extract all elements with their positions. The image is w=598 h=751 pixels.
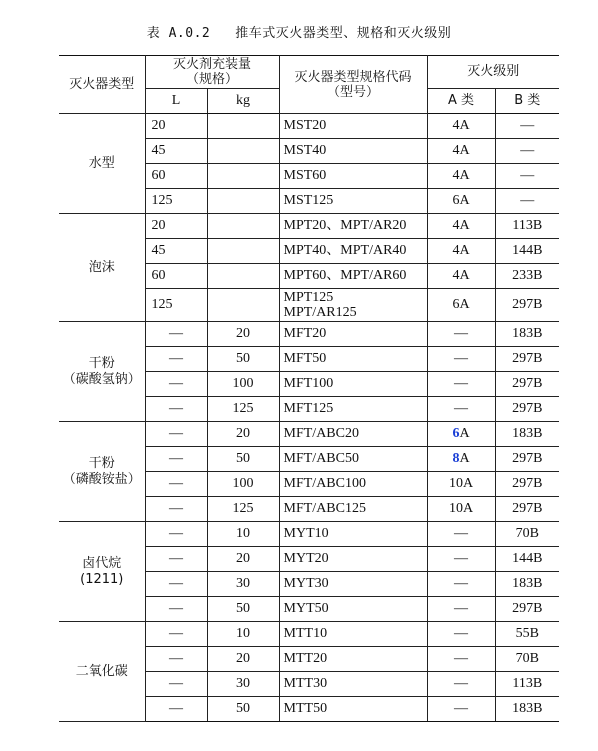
rating-a-cell: —: [427, 347, 495, 372]
rating-a-highlight: 8: [452, 451, 460, 466]
capacity-l-cell: 125: [145, 189, 207, 214]
capacity-kg-cell: 20: [207, 647, 279, 672]
extinguisher-type-cell: [59, 622, 145, 722]
rating-a-cell: 4A: [427, 114, 495, 139]
rating-b-cell: 70B: [495, 647, 559, 672]
extinguisher-type-cell: [59, 322, 145, 422]
rating-a-cell: —: [427, 572, 495, 597]
capacity-kg-cell: 30: [207, 672, 279, 697]
rating-b-cell: 297B: [495, 347, 559, 372]
header-type: 灭火器类型: [59, 56, 145, 114]
extinguisher-type-subname: (1211): [80, 571, 124, 587]
model-code-line1: MPT125: [283, 290, 334, 305]
header-class-b: B 类: [495, 89, 559, 114]
rating-a-cell: [427, 422, 495, 447]
rating-a-cell: 10A: [427, 472, 495, 497]
model-code-cell: MST125: [279, 189, 427, 214]
capacity-kg-cell: [207, 189, 279, 214]
model-code-cell: MPT20、MPT/AR20: [279, 214, 427, 239]
table-row: [59, 522, 559, 547]
rating-a-cell: —: [427, 697, 495, 722]
rating-b-cell: 297B: [495, 472, 559, 497]
capacity-l-cell: —: [145, 522, 207, 547]
extinguisher-type-subname: （碳酸氢钠）: [62, 371, 141, 387]
rating-b-cell: 144B: [495, 547, 559, 572]
rating-b-cell: 183B: [495, 697, 559, 722]
capacity-kg-cell: 50: [207, 697, 279, 722]
rating-a-cell: 4A: [427, 239, 495, 264]
capacity-l-cell: —: [145, 572, 207, 597]
capacity-l-cell: —: [145, 597, 207, 622]
model-code-cell: MFT/ABC20: [279, 422, 427, 447]
rating-b-cell: 297B: [495, 397, 559, 422]
capacity-l-cell: —: [145, 422, 207, 447]
extinguisher-type-subname: （磷酸铵盐）: [62, 471, 141, 487]
rating-b-cell: 297B: [495, 372, 559, 397]
header-code-line2: （型号）: [327, 84, 380, 100]
capacity-l-cell: —: [145, 472, 207, 497]
rating-a-suffix: A: [459, 426, 470, 441]
rating-a-suffix: A: [459, 451, 470, 466]
model-code-cell: MST40: [279, 139, 427, 164]
header-capacity-line2: （规格）: [186, 72, 239, 87]
table-caption: 表 A.0.2 推车式灭火器类型、规格和灭火级别: [146, 26, 452, 41]
model-code-cell: MYT20: [279, 547, 427, 572]
capacity-kg-cell: 20: [207, 322, 279, 347]
rating-a-cell: —: [427, 372, 495, 397]
extinguisher-type-name: 二氧化碳: [75, 663, 128, 679]
capacity-l-cell: 60: [145, 164, 207, 189]
capacity-kg-cell: [207, 214, 279, 239]
capacity-kg-cell: 125: [207, 397, 279, 422]
capacity-l-cell: —: [145, 372, 207, 397]
capacity-l-cell: 60: [145, 264, 207, 289]
capacity-l-cell: —: [145, 347, 207, 372]
rating-b-cell: 144B: [495, 239, 559, 264]
rating-b-cell: —: [495, 189, 559, 214]
model-code-cell: MPT60、MPT/AR60: [279, 264, 427, 289]
rating-b-cell: 183B: [495, 322, 559, 347]
model-code-cell: MST20: [279, 114, 427, 139]
rating-a-cell: —: [427, 547, 495, 572]
capacity-kg-cell: 50: [207, 447, 279, 472]
model-code-cell: MFT/ABC100: [279, 472, 427, 497]
rating-b-cell: 183B: [495, 572, 559, 597]
model-code-cell: MPT40、MPT/AR40: [279, 239, 427, 264]
rating-a-cell: 10A: [427, 497, 495, 522]
header-unit-kg: kg: [207, 89, 279, 114]
capacity-kg-cell: 100: [207, 372, 279, 397]
capacity-kg-cell: 100: [207, 472, 279, 497]
capacity-kg-cell: [207, 239, 279, 264]
capacity-l-cell: —: [145, 497, 207, 522]
model-code-cell: MFT20: [279, 322, 427, 347]
capacity-l-cell: —: [145, 622, 207, 647]
capacity-kg-cell: [207, 139, 279, 164]
extinguisher-type-name: 卤代烷: [82, 555, 122, 571]
header-code: [279, 56, 427, 114]
rating-a-cell: 6A: [427, 189, 495, 214]
table-row: [59, 114, 559, 139]
capacity-l-cell: —: [145, 397, 207, 422]
rating-a-cell: —: [427, 647, 495, 672]
model-code-cell: MFT125: [279, 397, 427, 422]
capacity-l-cell: —: [145, 672, 207, 697]
model-code-cell: MYT30: [279, 572, 427, 597]
rating-b-cell: 55B: [495, 622, 559, 647]
model-code-cell: MTT30: [279, 672, 427, 697]
capacity-l-cell: 45: [145, 239, 207, 264]
extinguisher-type-name: 干粉: [88, 355, 115, 371]
header-capacity-line1: 灭火剂充装量: [173, 57, 252, 72]
capacity-kg-cell: 20: [207, 422, 279, 447]
table-header: [59, 56, 559, 114]
rating-a-cell: [427, 447, 495, 472]
model-code-cell: MFT50: [279, 347, 427, 372]
rating-b-cell: 183B: [495, 422, 559, 447]
header-code-line1: 灭火器类型规格代码: [294, 69, 412, 85]
rating-a-cell: —: [427, 597, 495, 622]
extinguisher-spec-table: [59, 55, 559, 722]
extinguisher-type-cell: [59, 114, 145, 214]
rating-b-cell: 113B: [495, 672, 559, 697]
extinguisher-type-name: 干粉: [88, 455, 115, 471]
rating-a-cell: —: [427, 397, 495, 422]
rating-a-cell: —: [427, 672, 495, 697]
extinguisher-type-cell: [59, 522, 145, 622]
capacity-kg-cell: 30: [207, 572, 279, 597]
rating-a-cell: 6A: [427, 289, 495, 322]
rating-b-cell: 297B: [495, 497, 559, 522]
rating-b-cell: 233B: [495, 264, 559, 289]
model-code-cell: MYT50: [279, 597, 427, 622]
capacity-l-cell: —: [145, 697, 207, 722]
capacity-kg-cell: 10: [207, 622, 279, 647]
rating-b-cell: 297B: [495, 597, 559, 622]
table-row: [59, 422, 559, 447]
rating-b-cell: —: [495, 164, 559, 189]
rating-b-cell: 70B: [495, 522, 559, 547]
rating-a-cell: 4A: [427, 139, 495, 164]
model-code-cell: MST60: [279, 164, 427, 189]
capacity-kg-cell: [207, 289, 279, 322]
capacity-l-cell: 125: [145, 289, 207, 322]
rating-a-cell: —: [427, 622, 495, 647]
rating-b-cell: 297B: [495, 447, 559, 472]
rating-a-cell: —: [427, 322, 495, 347]
rating-a-cell: 4A: [427, 214, 495, 239]
model-code-cell: MYT10: [279, 522, 427, 547]
capacity-kg-cell: 10: [207, 522, 279, 547]
header-rating: 灭火级别: [427, 56, 559, 89]
capacity-kg-cell: [207, 114, 279, 139]
table-row: [59, 214, 559, 239]
capacity-l-cell: 45: [145, 139, 207, 164]
capacity-kg-cell: 125: [207, 497, 279, 522]
capacity-kg-cell: [207, 264, 279, 289]
model-code-cell: [279, 289, 427, 322]
rating-a-cell: 4A: [427, 264, 495, 289]
capacity-kg-cell: 50: [207, 597, 279, 622]
table-row: [59, 322, 559, 347]
rating-b-cell: 297B: [495, 289, 559, 322]
capacity-kg-cell: [207, 164, 279, 189]
model-code-cell: MTT10: [279, 622, 427, 647]
header-class-a: A 类: [427, 89, 495, 114]
capacity-l-cell: 20: [145, 114, 207, 139]
rating-a-highlight: 6: [452, 426, 460, 441]
capacity-l-cell: —: [145, 322, 207, 347]
extinguisher-type-cell: [59, 422, 145, 522]
capacity-l-cell: —: [145, 647, 207, 672]
rating-b-cell: —: [495, 139, 559, 164]
rating-b-cell: 113B: [495, 214, 559, 239]
rating-a-cell: 4A: [427, 164, 495, 189]
model-code-cell: MTT20: [279, 647, 427, 672]
header-capacity: [145, 56, 279, 89]
capacity-l-cell: —: [145, 447, 207, 472]
rating-a-cell: —: [427, 522, 495, 547]
capacity-l-cell: —: [145, 547, 207, 572]
extinguisher-type-name: 泡沫: [88, 259, 115, 275]
model-code-cell: MFT100: [279, 372, 427, 397]
extinguisher-type-name: 水型: [88, 155, 115, 171]
capacity-kg-cell: 20: [207, 547, 279, 572]
model-code-cell: MTT50: [279, 697, 427, 722]
capacity-kg-cell: 50: [207, 347, 279, 372]
model-code-cell: MFT/ABC125: [279, 497, 427, 522]
rating-b-cell: —: [495, 114, 559, 139]
model-code-cell: MFT/ABC50: [279, 447, 427, 472]
capacity-l-cell: 20: [145, 214, 207, 239]
table-body: [59, 114, 559, 722]
table-row: [59, 622, 559, 647]
header-unit-l: L: [145, 89, 207, 114]
extinguisher-type-cell: [59, 214, 145, 322]
model-code-line2: MPT/AR125: [283, 305, 357, 320]
